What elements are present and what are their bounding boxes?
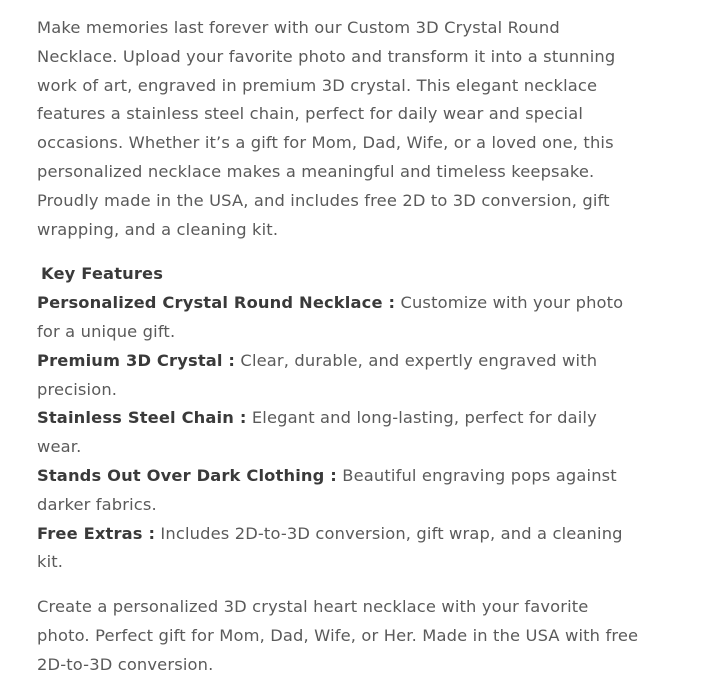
feature-name: Stainless Steel Chain : (37, 408, 247, 428)
feature-item-chain (37, 404, 642, 462)
feature-text: Beautiful engraving pops against darker fabrics. (37, 465, 617, 514)
feature-item-personalized (37, 289, 642, 347)
key-features-heading: Key Features (41, 264, 164, 284)
feature-text: Customize with your photo for a unique gift. (37, 293, 624, 341)
key-features-section (37, 260, 642, 577)
product-description (37, 14, 642, 680)
feature-text: Clear, durable, and expertly engraved with precision. (37, 350, 598, 399)
feature-name: Personalized Crystal Round Necklace : (37, 293, 396, 313)
intro-paragraph: Make memories last forever with our Custom 3D Crystal Round Necklace. Upload your favorite photo and transform it into a stunning work of art, engraved in premium 3D crystal. This elegant necklace features a stainless steel chain, perfect for daily wear and special occasions. Whether it’s a gift for Mom, Dad, Wife, or a loved one, this personalized necklace makes a meaningful and timeless keepsake. Proudly made in the USA, and includes free 2D to 3D conversion, gift wrapping, and a cleaning kit. (37, 18, 616, 239)
feature-item-free-extras (37, 520, 642, 578)
feature-name: Stands Out Over Dark Clothing : (37, 465, 337, 485)
feature-text: Elegant and long-lasting, perfect for daily wear. (37, 408, 597, 457)
feature-name: Free Extras : (37, 523, 156, 543)
feature-name: Premium 3D Crystal : (37, 350, 236, 370)
feature-item-dark-clothing (37, 462, 642, 520)
outro-paragraph: Create a personalized 3D crystal heart necklace with your favorite photo. Perfect gift for Mom, Dad, Wife, or Her. Made in the USA with free 2D-to-3D conversion. (37, 597, 639, 674)
feature-text: Includes 2D-to-3D conversion, gift wrap, and a cleaning kit. (37, 523, 623, 572)
feature-item-crystal (37, 347, 642, 405)
